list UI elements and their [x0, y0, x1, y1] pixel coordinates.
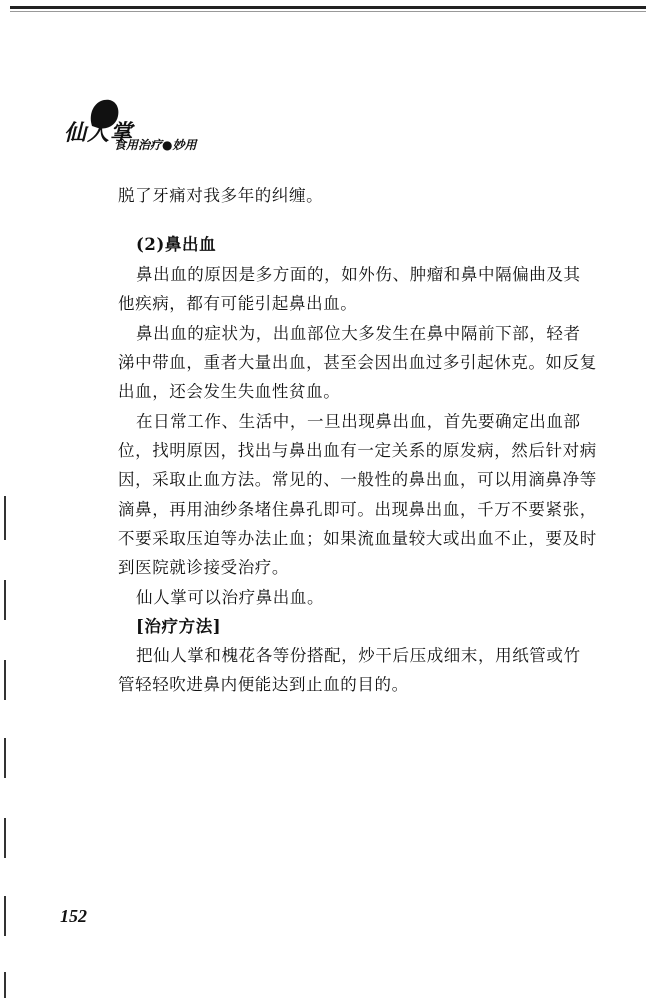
margin-mark [4, 738, 6, 778]
text-line: 滴鼻，再用油纱条堵住鼻孔即可。出现鼻出血，千万不要紧张， [118, 500, 597, 519]
top-rule [10, 6, 646, 9]
text-line: 位，找明原因，找出与鼻出血有一定关系的原发病，然后针对病 [118, 441, 597, 460]
text-line: 在日常工作、生活中，一旦出现鼻出血，首先要确定出血部 [136, 412, 581, 431]
page-number: 152 [60, 906, 87, 926]
margin-mark [4, 972, 6, 998]
text-line: 把仙人掌和槐花各等份搭配，炒干后压成细末，用纸管或竹 [136, 646, 581, 665]
text-line: 他疾病，都有可能引起鼻出血。 [118, 294, 358, 313]
text-line: 仙人掌可以治疗鼻出血。 [136, 588, 325, 607]
margin-mark [4, 660, 6, 700]
text-line: 因，采取止血方法。常见的、一般性的鼻出血，可以用滴鼻净等 [118, 470, 597, 489]
text-line: 到医院就诊接受治疗。 [118, 558, 289, 577]
section-heading: [治疗方法] [136, 617, 222, 636]
margin-mark [4, 496, 6, 540]
text-line: 鼻出血的症状为，出血部位大多发生在鼻中隔前下部，轻者 [136, 324, 581, 343]
logo-title: 仙人掌 [64, 120, 134, 146]
margin-mark [4, 896, 6, 936]
margin-mark [4, 580, 6, 620]
top-rule-thin [10, 11, 646, 12]
logo-subtitle: 食用治疗●妙用 [114, 138, 197, 152]
text-line: 脱了牙痛对我多年的纠缠。 [118, 186, 324, 205]
text-line: 管轻轻吹进鼻内便能达到止血的目的。 [118, 675, 409, 694]
text-line: 出血，还会发生失血性贫血。 [118, 382, 341, 401]
text-line: 不要采取压迫等办法止血；如果流血量较大或出血不止，要及时 [118, 529, 597, 548]
margin-mark [4, 818, 6, 858]
section-heading: (2)鼻出血 [136, 235, 217, 254]
book-logo [58, 96, 238, 166]
text-line: 鼻出血的原因是多方面的，如外伤、肿瘤和鼻中隔偏曲及其 [136, 265, 581, 284]
text-line: 涕中带血，重者大量出血，甚至会因出血过多引起休克。如反复 [118, 353, 597, 372]
